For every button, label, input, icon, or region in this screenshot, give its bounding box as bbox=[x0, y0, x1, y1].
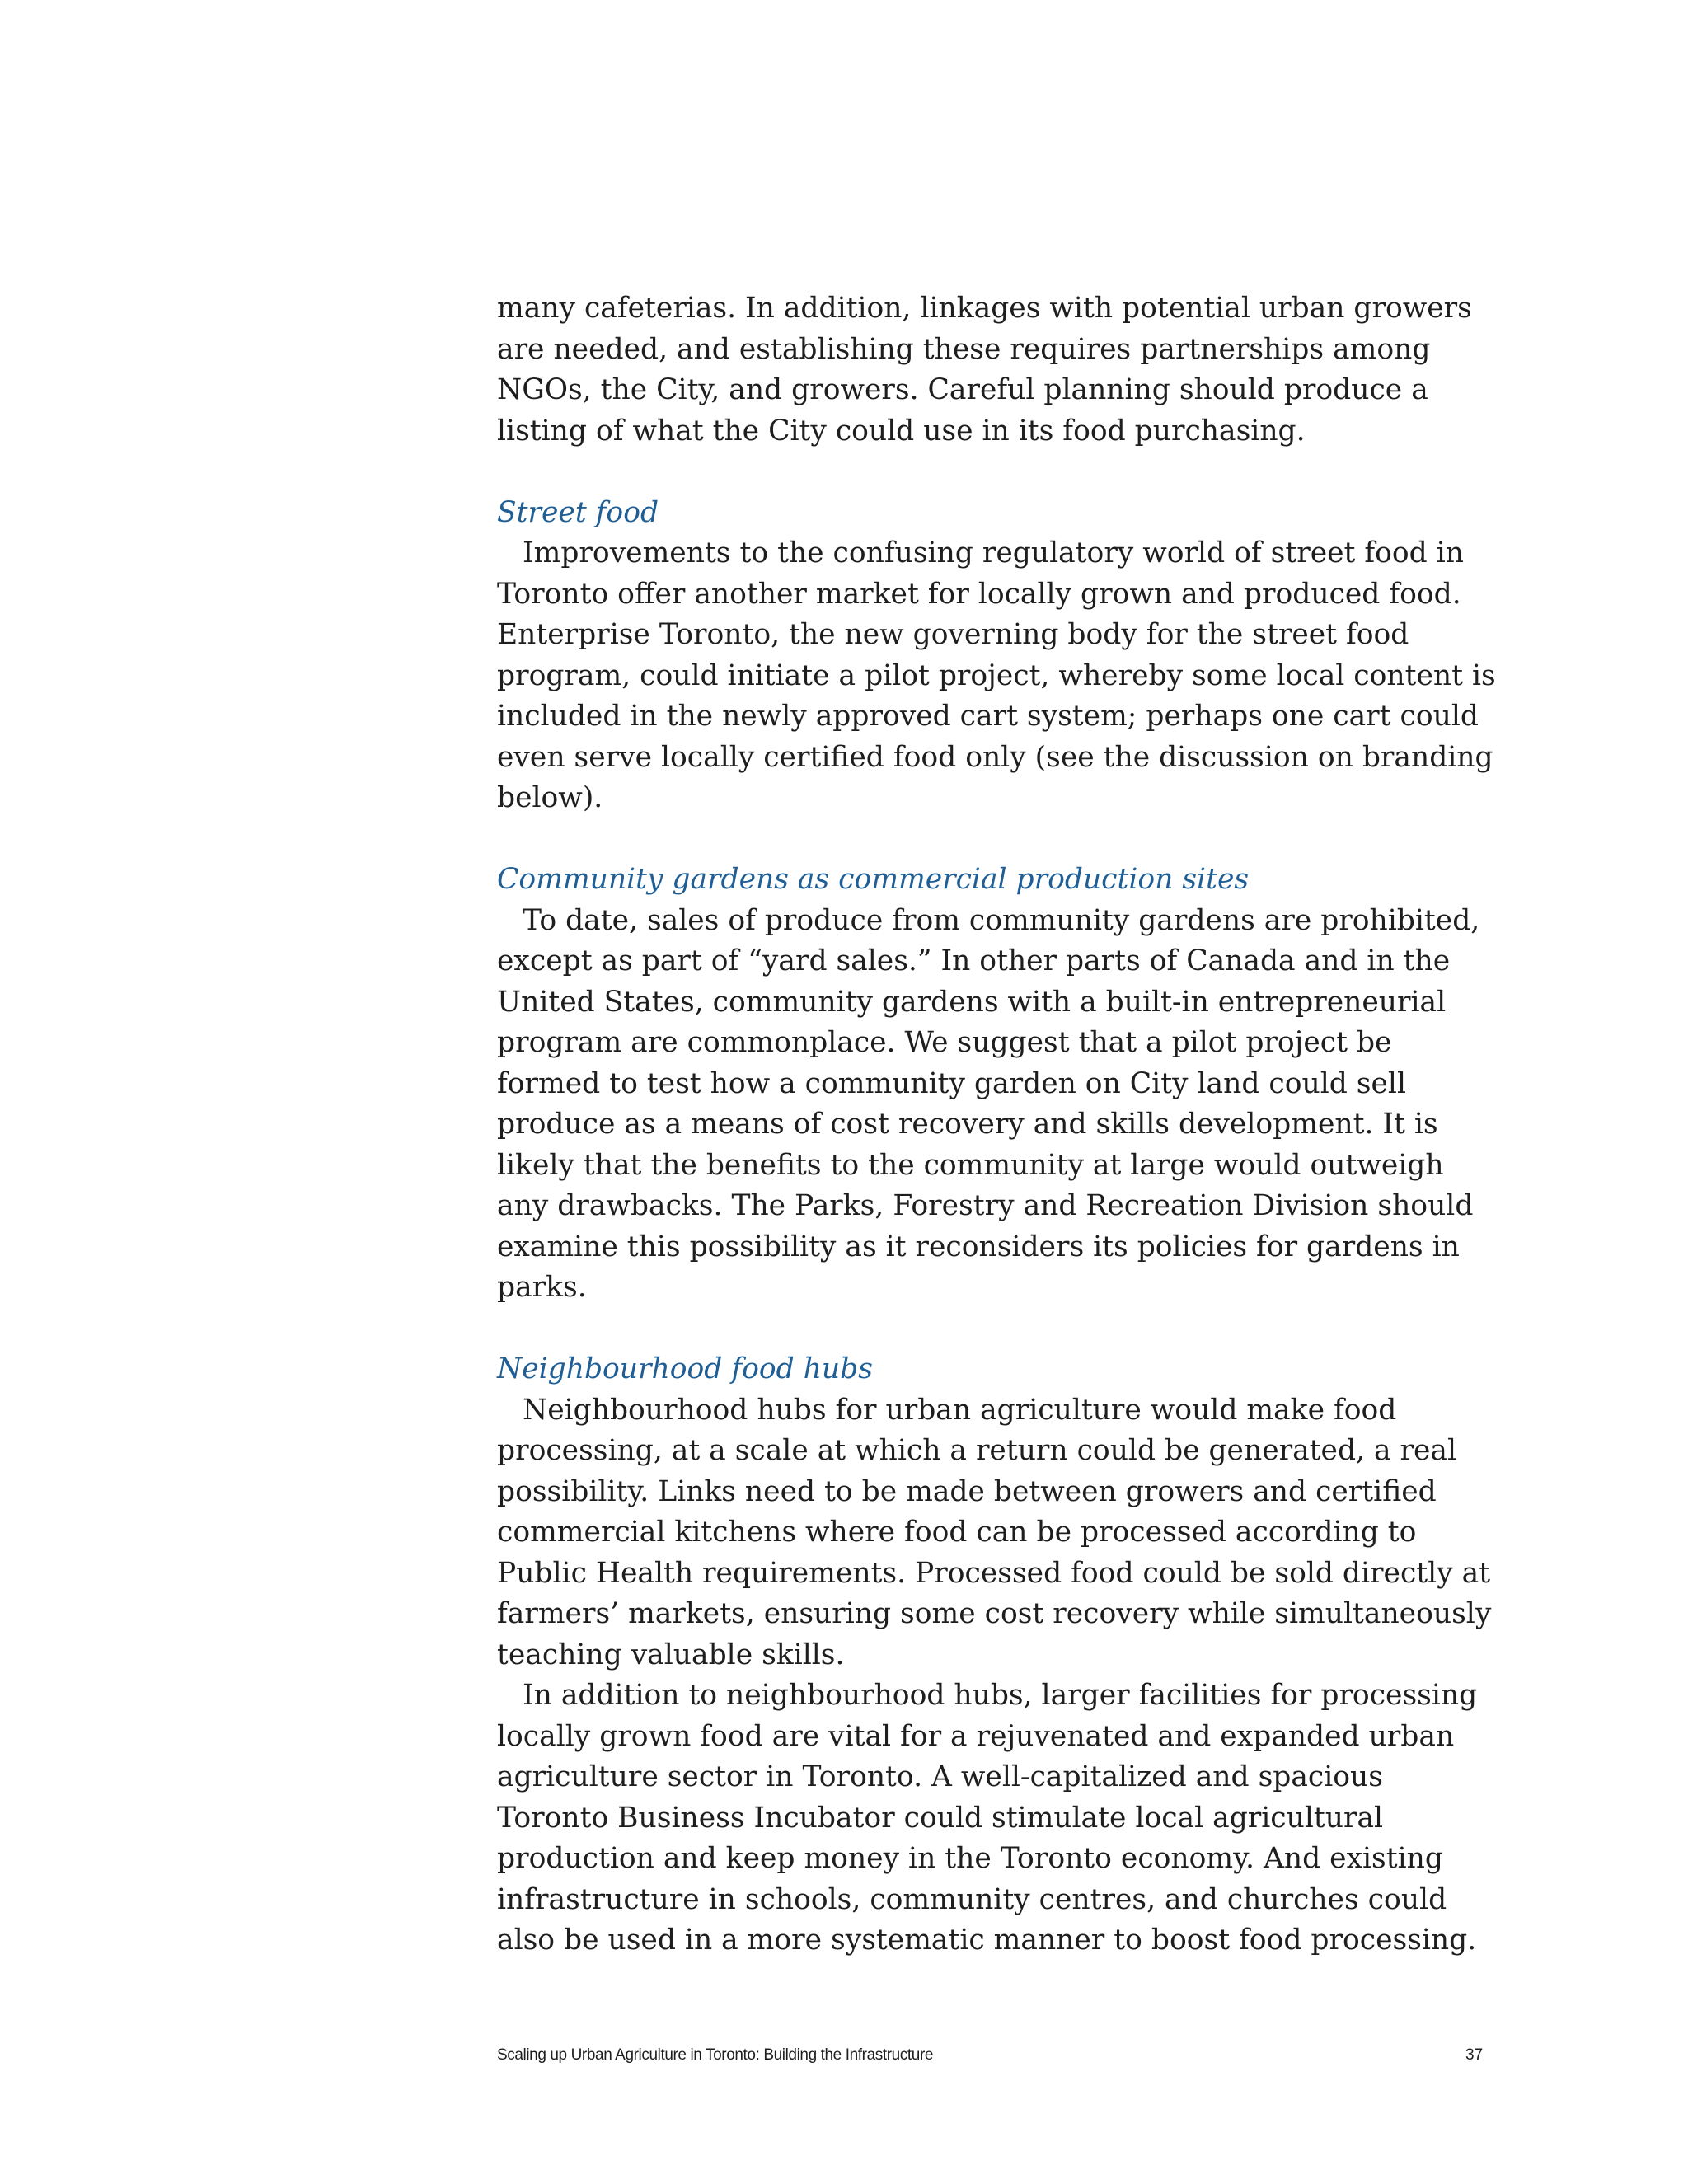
page-number: 37 bbox=[1465, 2046, 1484, 2064]
section-heading: Street food bbox=[497, 495, 659, 529]
section-heading: Community gardens as commercial production sites bbox=[497, 863, 1250, 896]
section-heading: Neighbourhood food hubs bbox=[497, 1352, 873, 1385]
intro-paragraph: many cafeterias. In addition, linkages with potential urban growers are needed, and establishing these requires partnerships among NGOs, the City, and growers. Careful planning should produce a listing of what the City could use in its food purchasing. bbox=[497, 292, 1472, 448]
section-paragraph: Neighbourhood hubs for urban agriculture would make food processing, at a scale at which a return could be generated, a real possibility. Links need to be made between growers and certified commercial kitchens where food can be processed according to Public Health requirements. Processed food could be sold directly at farmers’ markets, ensuring some cost recovery while simultaneously teaching valuable skills. bbox=[497, 1393, 1492, 1671]
body-text bbox=[497, 288, 1503, 1961]
section-neighbourhood-food-hubs bbox=[497, 1349, 1503, 1961]
section-street-food bbox=[497, 493, 1503, 819]
section-community-gardens bbox=[497, 860, 1503, 1309]
section-paragraph: Improvements to the confusing regulatory world of street food in Toronto offer another market for locally grown and produced food. Enterprise Toronto, the new governing body for the street food program, could initiate a pilot project, whereby some local content is included in the newly approved cart system; perhaps one cart could even serve locally certified food only (see the discussion on branding below). bbox=[497, 537, 1496, 814]
section-paragraph: To date, sales of produce from community gardens are prohibited, except as part of “yard sales.” In other parts of Canada and in the United States, community gardens with a built-in entrepreneurial program are commonplace. We suggest that a pilot project be formed to test how a community garden on City land could sell produce as a means of cost recovery and skills development. It is likely that the benefits to the community at large would outweigh any drawbacks. The Parks, Forestry and Recreation Division should examine this possibility as it reconsiders its policies for gardens in parks. bbox=[497, 903, 1480, 1304]
footer-title: Scaling up Urban Agriculture in Toronto: Building the Infrastructure bbox=[497, 2046, 934, 2064]
section-paragraph: In addition to neighbourhood hubs, larger facilities for processing locally grown food are vital for a rejuvenated and expanded urban agriculture sector in Toronto. A well-capitalized and spacious Toronto Business Incubator could stimulate local agricultural production and keep money in the Toronto economy. And existing infrastructure in schools, community centres, and churches could also be used in a more systematic manner to boost food processing. bbox=[497, 1679, 1478, 1957]
